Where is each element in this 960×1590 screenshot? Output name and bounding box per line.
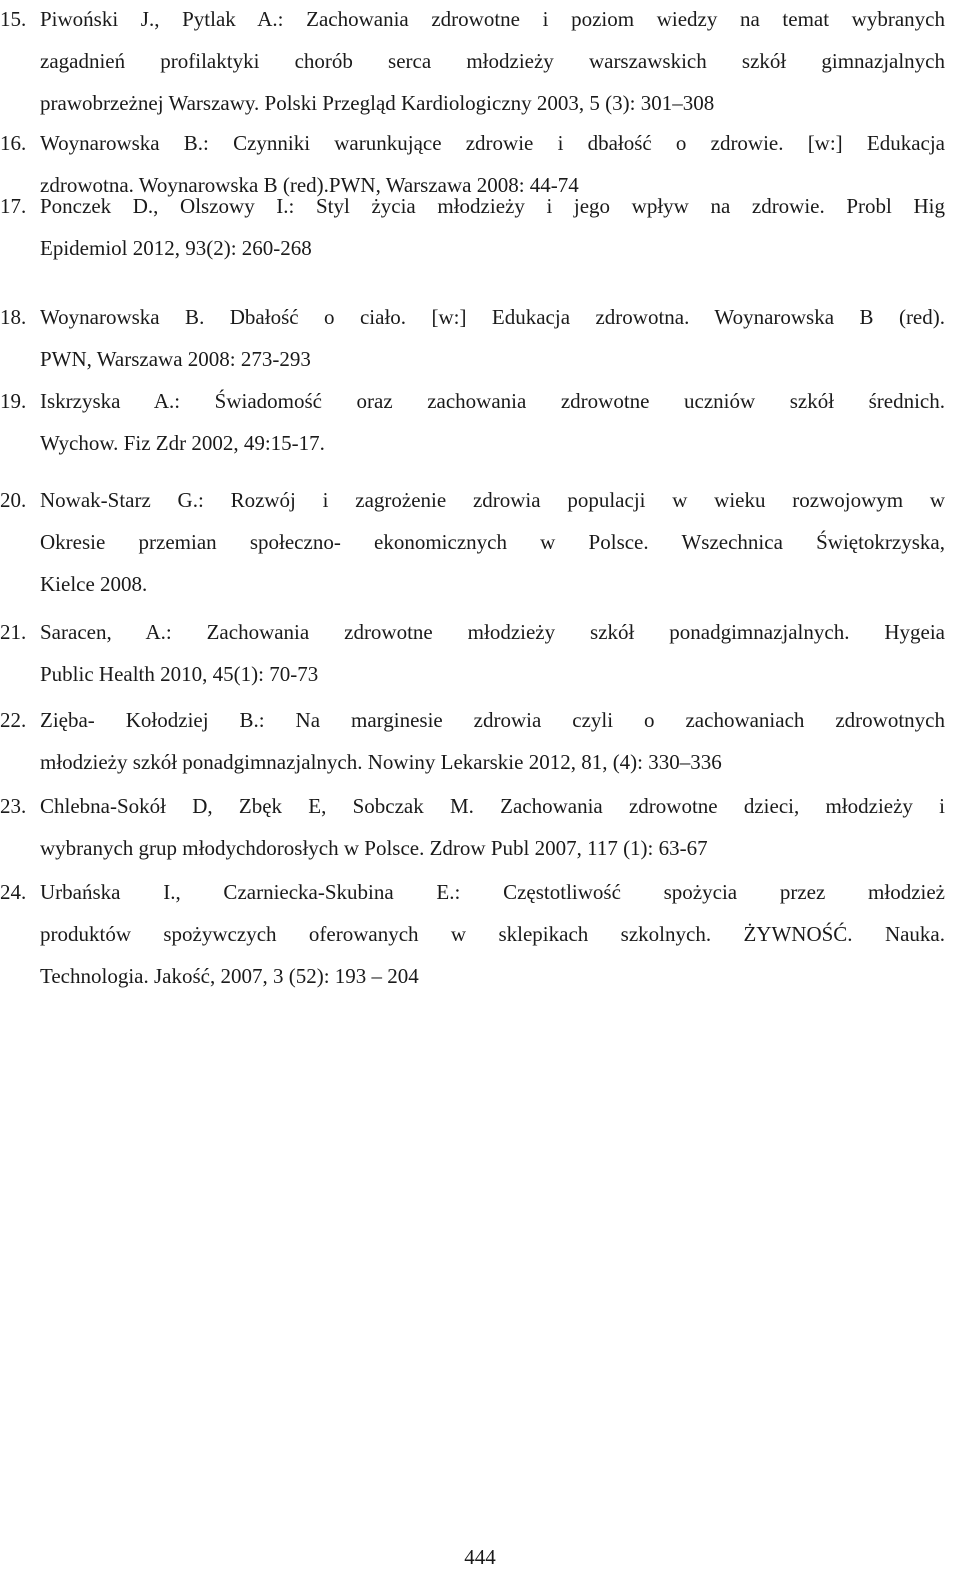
- page-number: 444: [464, 1545, 496, 1569]
- reference-number: 18.: [0, 305, 27, 329]
- reference-line: Nowak-Starz G.: Rozwój i zagrożenie zdrowia populacji w wieku rozwojowym w: [40, 488, 945, 512]
- reference-line: Woynarowska B. Dbałość o ciało. [w:] Edukacja zdrowotna. Woynarowska B (red).: [40, 305, 945, 329]
- reference-line: Kielce 2008.: [40, 572, 148, 596]
- reference-line: Epidemiol 2012, 93(2): 260-268: [40, 236, 312, 260]
- reference-text: [40, 785, 945, 869]
- reference-line: prawobrzeżnej Warszawy. Polski Przegląd Kardiologiczny 2003, 5 (3): 301–308: [40, 91, 715, 115]
- reference-line: Okresie przemian społeczno- ekonomicznych w Polsce. Wszechnica Świętokrzyska,: [40, 530, 945, 554]
- reference-number: 17.: [0, 194, 27, 218]
- reference-text: [40, 380, 945, 464]
- reference-number: 16.: [0, 131, 27, 155]
- reference-line: zdrowotna. Woynarowska B (red).PWN, Warszawa 2008: 44-74: [40, 173, 579, 197]
- reference-text: [40, 611, 945, 695]
- reference-line: Chlebna-Sokół D, Zbęk E, Sobczak M. Zachowania zdrowotne dzieci, młodzieży i: [40, 794, 945, 818]
- reference-line: Technologia. Jakość, 2007, 3 (52): 193 – 204: [40, 964, 419, 988]
- reference-number: 22.: [0, 708, 27, 732]
- reference-line: Wychow. Fiz Zdr 2002, 49:15-17.: [40, 431, 325, 455]
- reference-number: 21.: [0, 620, 27, 644]
- reference-text: [40, 0, 945, 124]
- reference-line: Zięba- Kołodziej B.: Na marginesie zdrowia czyli o zachowaniach zdrowotnych: [40, 708, 945, 732]
- reference-text: [40, 871, 945, 997]
- reference-line: młodzieży szkół ponadgimnazjalnych. Nowiny Lekarskie 2012, 81, (4): 330–336: [40, 750, 722, 774]
- reference-line: Public Health 2010, 45(1): 70-73: [40, 662, 319, 686]
- reference-line: Piwoński J., Pytlak A.: Zachowania zdrowotne i poziom wiedzy na temat wybranych: [40, 7, 945, 31]
- reference-line: PWN, Warszawa 2008: 273-293: [40, 347, 311, 371]
- reference-number: 24.: [0, 880, 27, 904]
- reference-line: Urbańska I., Czarniecka-Skubina E.: Częstotliwość spożycia przez młodzież: [40, 880, 945, 904]
- reference-text: [40, 699, 945, 783]
- reference-line: Woynarowska B.: Czynniki warunkujące zdrowie i dbałość o zdrowie. [w:] Edukacja: [40, 131, 945, 155]
- reference-number: 20.: [0, 488, 27, 512]
- reference-line: Iskrzyska A.: Świadomość oraz zachowania zdrowotne uczniów szkół średnich.: [40, 389, 945, 413]
- reference-number: 15.: [0, 7, 27, 31]
- reference-number: 23.: [0, 794, 27, 818]
- reference-line: produktów spożywczych oferowanych w sklepikach szkolnych. ŻYWNOŚĆ. Nauka.: [40, 922, 945, 946]
- reference-line: wybranych grup młodychdorosłych w Polsce. Zdrow Publ 2007, 117 (1): 63-67: [40, 836, 708, 860]
- reference-line: zagadnień profilaktyki chorób serca młodzieży warszawskich szkół gimnazjalnych: [40, 49, 945, 73]
- reference-text: [40, 185, 945, 269]
- reference-text: [40, 296, 945, 380]
- reference-line: Saracen, A.: Zachowania zdrowotne młodzieży szkół ponadgimnazjalnych. Hygeia: [40, 620, 945, 644]
- reference-number: 19.: [0, 389, 27, 413]
- reference-line: Ponczek D., Olszowy I.: Styl życia młodzieży i jego wpływ na zdrowie. Probl Hig: [40, 194, 945, 218]
- reference-text: [40, 479, 945, 605]
